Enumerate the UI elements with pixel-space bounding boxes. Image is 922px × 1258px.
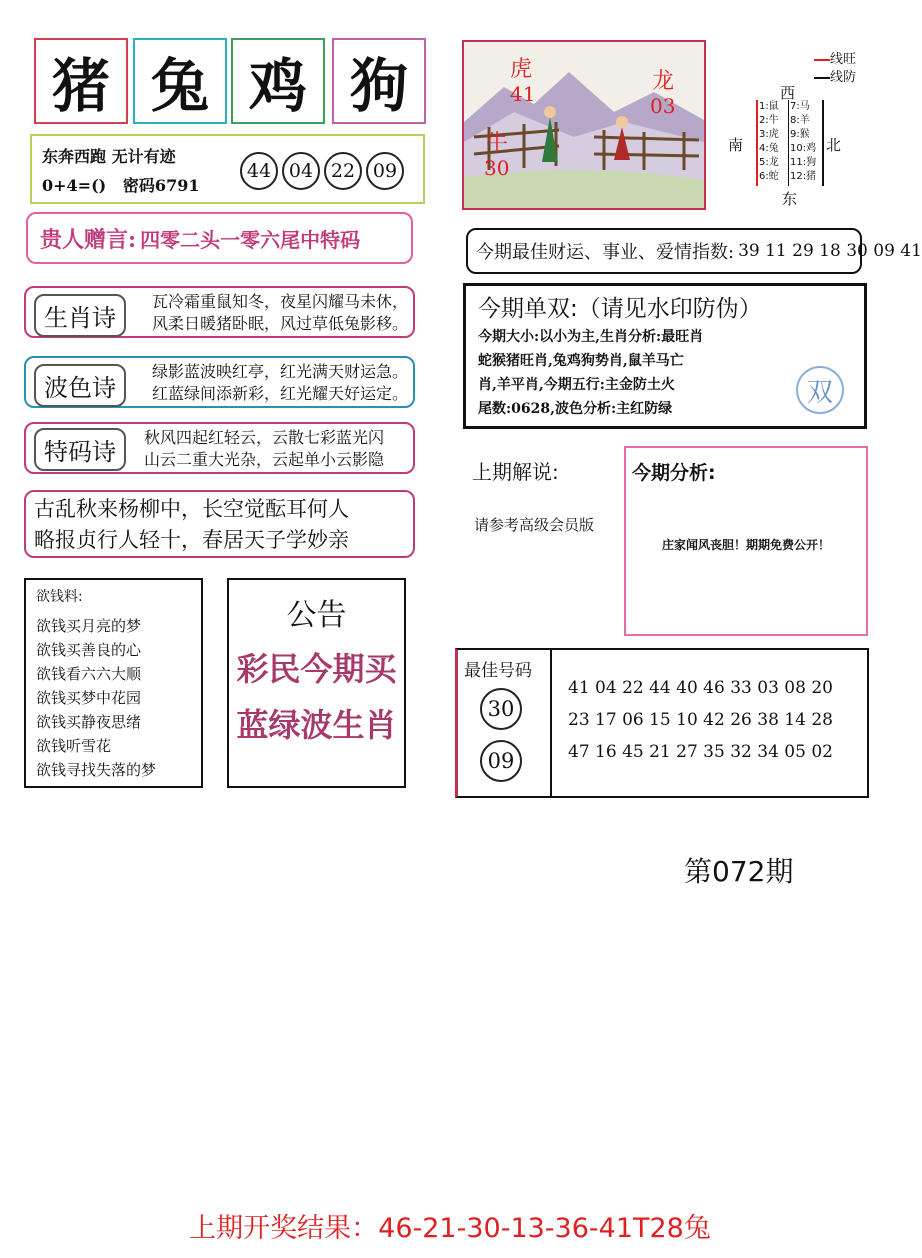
money-line: 欲钱买善良的心 bbox=[36, 641, 142, 659]
best-number-circle: 30 bbox=[480, 688, 522, 730]
poem-line-1: 秋风四起红轻云，云散七彩蓝光闪 bbox=[144, 428, 385, 447]
hint-numbers bbox=[240, 152, 408, 190]
best-numbers-divider bbox=[550, 650, 552, 796]
best-numbers-title: 最佳号码 bbox=[464, 661, 532, 681]
money-line: 欲钱买静夜思绪 bbox=[36, 713, 142, 731]
last-issue-note: 请参考高级会员版 bbox=[474, 516, 595, 534]
odd-even-line: 尾数:0628,波色分析:主红防绿 bbox=[478, 401, 673, 417]
analysis-box bbox=[624, 446, 868, 636]
gift-words-text: 四零二头一零六尾中特码 bbox=[140, 227, 361, 252]
verse-line-1: 古乱秋来杨柳中，长空觉酝耳何人 bbox=[34, 497, 349, 521]
gift-words-label: 贵人赠言: bbox=[40, 226, 137, 253]
odd-even-title: 今期单双:（请见水印防伪） bbox=[478, 296, 762, 322]
zodiac-box-3 bbox=[231, 38, 325, 124]
painting-dragon-label: 龙 bbox=[652, 69, 675, 94]
money-line: 欲钱买梦中花园 bbox=[36, 689, 142, 707]
compass-west: 西 bbox=[780, 84, 796, 102]
compass-east: 东 bbox=[782, 190, 798, 208]
poem-line-2: 山云二重大光杂，云起单小云影隐 bbox=[144, 450, 385, 469]
hint-number: 09 bbox=[366, 152, 404, 190]
wave-color-poem-box bbox=[24, 356, 415, 408]
money-box bbox=[24, 578, 203, 788]
verse-line-2: 略报贞行人轻十，春居天子学妙亲 bbox=[34, 528, 349, 552]
notice-line-2: 蓝绿波生肖 bbox=[236, 706, 397, 744]
zodiac-char: 鸡 bbox=[248, 52, 307, 120]
poem-label: 特码诗 bbox=[34, 428, 126, 471]
black-line-icon bbox=[814, 77, 830, 79]
poem-label: 波色诗 bbox=[34, 364, 126, 407]
compass-divider bbox=[788, 100, 789, 186]
poem-line-2: 红蓝绿间添新彩，红光耀天好运定。 bbox=[152, 384, 409, 403]
compass-col-2: 7:马 8:羊 9:猴 10:鸡 11:狗 12:猪 bbox=[790, 101, 817, 182]
money-line: 欲钱听雪花 bbox=[36, 737, 112, 755]
money-line: 欲钱看六六大顺 bbox=[36, 665, 142, 683]
compass-north: 北 bbox=[826, 136, 842, 154]
compass bbox=[726, 44, 876, 214]
painting-ox-label: 牛 bbox=[486, 131, 509, 156]
zodiac-char: 兔 bbox=[150, 52, 209, 120]
zodiac-poem-box bbox=[24, 286, 415, 338]
poem-line-2: 风柔日暖猪卧眠，风过草低兔影移。 bbox=[152, 314, 409, 333]
issue-number: 第072期 bbox=[684, 855, 794, 888]
zodiac-char: 狗 bbox=[349, 52, 408, 120]
painting-tiger-label: 虎 bbox=[510, 57, 533, 82]
zodiac-box-2 bbox=[133, 38, 227, 124]
best-numbers-row: 23 17 06 15 10 42 26 38 14 28 bbox=[568, 710, 833, 730]
last-result: 上期开奖结果：46-21-30-13-36-41T28兔 bbox=[189, 1213, 711, 1244]
notice-line-1: 彩民今期买 bbox=[236, 650, 397, 688]
painting-dragon-number: 03 bbox=[650, 94, 676, 118]
compass-south: 南 bbox=[728, 136, 744, 154]
odd-even-box bbox=[463, 283, 867, 429]
zodiac-char: 猪 bbox=[51, 52, 110, 120]
odd-even-line: 肖,羊平肖,今期五行:主金防土火 bbox=[478, 377, 675, 393]
poem-label: 生肖诗 bbox=[34, 294, 126, 337]
watermark-badge: 双 bbox=[796, 366, 844, 414]
painting-ox-number: 30 bbox=[484, 156, 510, 180]
money-line: 欲钱寻找失落的梦 bbox=[36, 761, 157, 779]
money-line: 欲钱买月亮的梦 bbox=[36, 617, 142, 635]
verse-box bbox=[24, 490, 415, 558]
notice-box bbox=[227, 578, 406, 788]
hint-line-2: 0+4=() 密码6791 bbox=[42, 176, 200, 195]
last-issue-title: 上期解说: bbox=[472, 460, 559, 484]
odd-even-line: 蛇猴猪旺肖,兔鸡狗势肖,鼠羊马亡 bbox=[478, 353, 684, 369]
legend-wang: 线旺 bbox=[814, 48, 856, 67]
gift-words-box bbox=[26, 212, 413, 264]
legend-fang: 线防 bbox=[814, 66, 856, 85]
zodiac-box-1 bbox=[34, 38, 128, 124]
analysis-text: 庄家闻风丧胆！期期免费公开！ bbox=[661, 538, 830, 552]
hint-number: 44 bbox=[240, 152, 278, 190]
zodiac-box-4 bbox=[332, 38, 426, 124]
analysis-title: 今期分析: bbox=[632, 462, 716, 484]
poem-line-1: 瓦冷霜重鼠知冬，夜星闪耀马未休， bbox=[152, 292, 409, 311]
painting bbox=[462, 40, 706, 210]
hint-box bbox=[30, 134, 425, 204]
notice-title: 公告 bbox=[286, 598, 347, 633]
poem-line-1: 绿影蓝波映红亭，红光满天财运急。 bbox=[152, 362, 409, 381]
money-title: 欲钱料: bbox=[36, 589, 83, 605]
hint-number: 22 bbox=[324, 152, 362, 190]
fortune-numbers: 39 11 29 18 30 09 41 bbox=[738, 241, 922, 261]
hint-line-1: 东奔西跑 无计有迹 bbox=[42, 147, 176, 166]
painting-tiger-number: 41 bbox=[510, 82, 536, 106]
compass-col-1: 1:鼠 2:牛 3:虎 4:兔 5:龙 6:蛇 bbox=[759, 101, 779, 182]
fortune-box bbox=[466, 228, 922, 274]
fortune-label: 今期最佳财运、事业、爱情指数: bbox=[476, 242, 735, 263]
special-code-poem-box bbox=[24, 422, 415, 474]
best-numbers-row: 41 04 22 44 40 46 33 03 08 20 bbox=[568, 678, 833, 698]
hint-number: 04 bbox=[282, 152, 320, 190]
best-number-circle: 09 bbox=[480, 740, 522, 782]
red-line-icon bbox=[814, 59, 830, 61]
best-numbers-box bbox=[455, 648, 869, 798]
odd-even-line: 今期大小:以小为主,生肖分析:最旺肖 bbox=[478, 329, 704, 345]
best-numbers-row: 47 16 45 21 27 35 32 34 05 02 bbox=[568, 742, 833, 762]
